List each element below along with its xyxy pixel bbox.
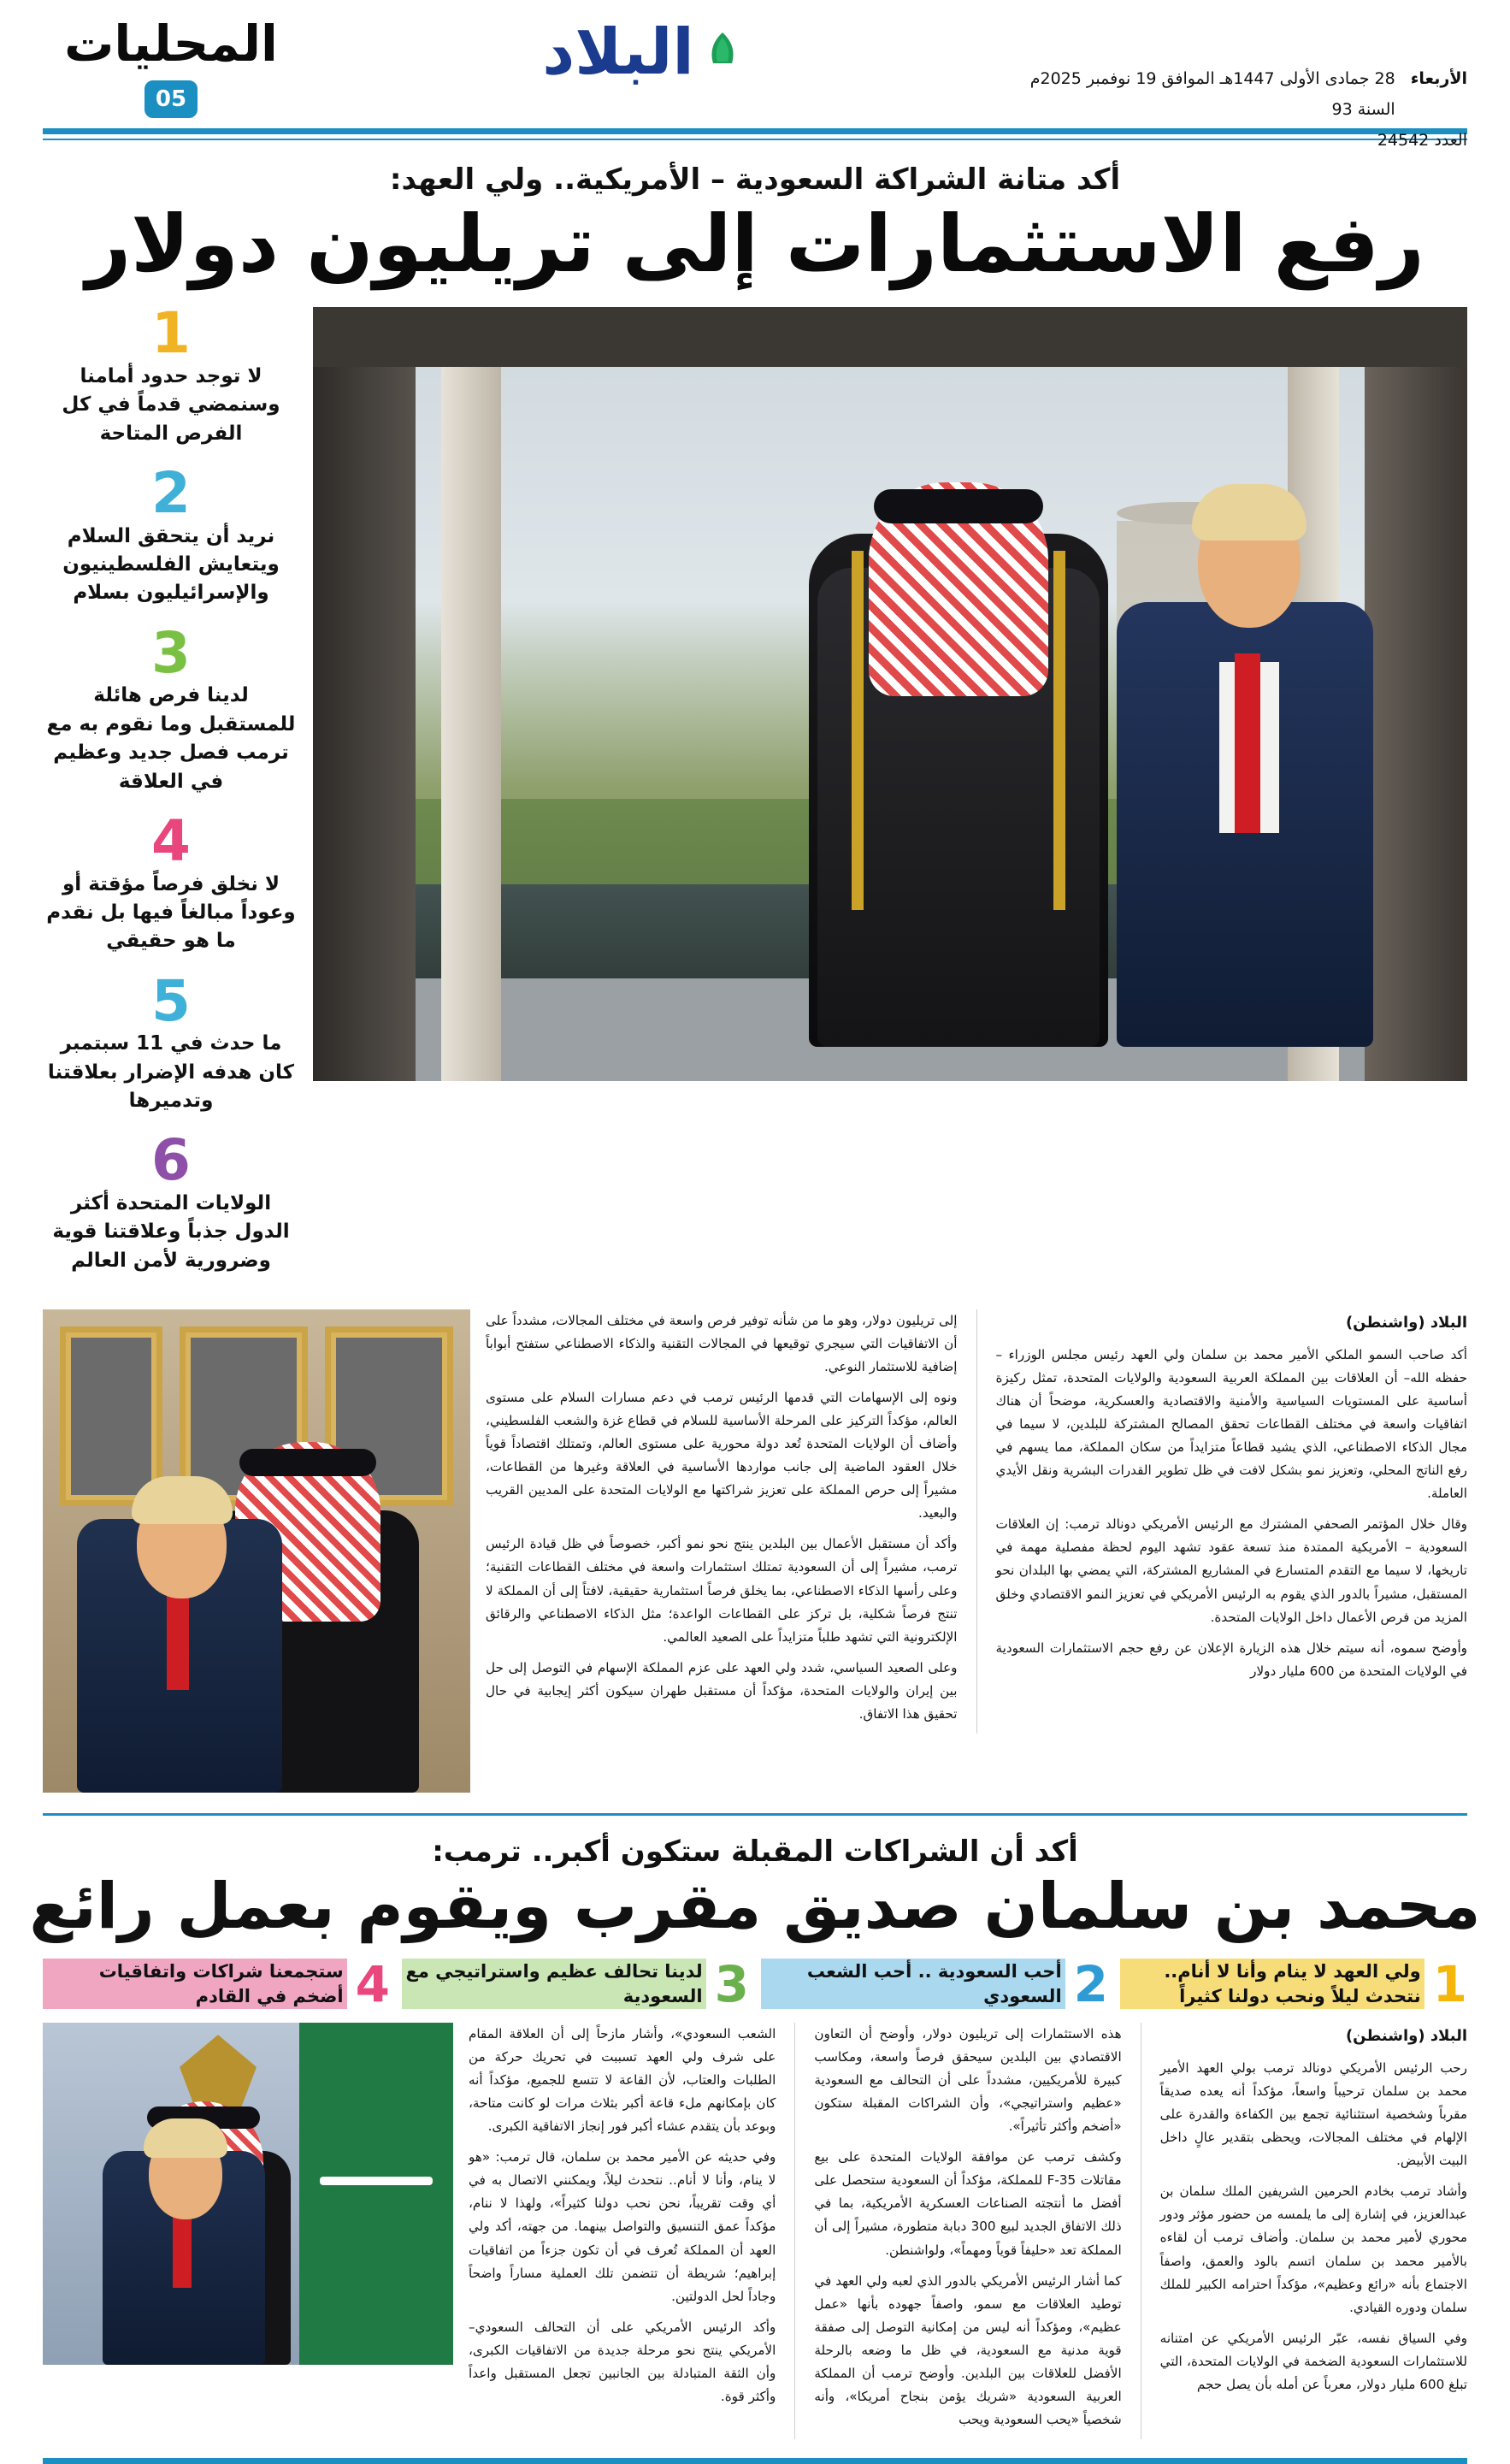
photo-figure-president xyxy=(77,1425,282,1793)
article-column-right xyxy=(996,1309,1468,1734)
paragraph: الشعب السعودي»، وأشار مازحاً إلى أن العلاقة المقام على شرف ولي العهد تسببت في تحريك حركة من الطلبات والعتاب، لأن القاعة لا تتسع للجميع، مؤكداً أنه كان بإمكانهم ملء قاعة أكبر بثلاث مرات لو كانت متاحة، وبوعد بأن يتقدم عشاء أكبر فور إنجاز الاتفاقية الكبرى. xyxy=(469,2026,776,2135)
paragraph: رحب الرئيس الأمريكي دونالد ترمب بولي العهد الأمير محمد بن سلمان ترحيباً واسعاً، مؤكداً أنه يعده صديقاً مقرباً وشخصية استثنائية تجمع بين الكفاءة والقدرة على الإلهام في مختلف المجالات، ويحظى بتقدير عالٍ داخل البيت الأبيض. xyxy=(1159,2060,1467,2169)
column-divider xyxy=(794,2023,795,2439)
point-number: 1 xyxy=(151,300,191,367)
point-number: 6 xyxy=(151,1127,191,1194)
lead-headline: رفع الاستثمارات إلى تريليون دولار xyxy=(86,198,1424,290)
list-item xyxy=(402,1954,749,2013)
second-headline: محمد بن سلمان صديق مقرب ويقوم بعمل رائع xyxy=(29,1870,1481,1944)
point-text: لا توجد حدود أمامنا وسنمضي قدماً في كل الفرص المتاحة xyxy=(62,365,280,445)
paragraph: وأوضح سموه، أنه سيتم خلال هذه الزيارة الإعلان عن رفع حجم الاستثمارات السعودية في الولايات المتحدة من 600 مليار دولار xyxy=(995,1640,1467,1679)
masthead-issue: العدد 24542 xyxy=(1377,131,1467,151)
masthead xyxy=(24,0,1486,151)
paragraph: وأكد أن مستقبل الأعمال بين البلدين ينتج نحو نمو أكبر، خصوصاً في ظل قيادة الرئيس ترمب، مشيراً إلى أن السعودية تمتلك استثمارات واسعة في مختلف القطاعات التقنية؛ وعلى رأسها الذكاء الاصطناعي، بما يخلق فرصاً استثمارية حقيقية، لافتاً إلى أن المملكة لا تنتج فرصاً شكلية، بل تركز على القطاعات الواعدة؛ مثل الذكاء الاصطناعي والرقائق الإلكترونية التي تشهد طلباً متزايداً على الصعيد العالمي. xyxy=(486,1536,958,1645)
dateline: البلاد (واشنطن) xyxy=(1345,1314,1467,1332)
point-text: لدينا فرص هائلة للمستقبل وما نقوم به مع ترمب فصل جديد وعظيم في العلاقة xyxy=(46,684,296,793)
second-kicker: أكد أن الشراكات المقبلة ستكون أكبر.. ترمب: xyxy=(432,1835,1078,1870)
paragraph: وأشاد ترمب بخادم الحرمين الشريفين الملك سلمان بن عبدالعزيز، في إشارة إلى ما يلمسه من حضور مؤثر ودور محوري لأمير محمد بن سلمان. وأضاف ترمب أن لقاءه بالأمير محمد بن سلمان اتسم بالود والعمق، واصفاً الاجتماع بأنه «رائع وعظيم»، مؤكداً احترامه الكبير للملك سلمان ودوره القيادي. xyxy=(1159,2183,1467,2315)
quote-number: 2 xyxy=(1073,1954,1108,2013)
paragraph: وفي السياق نفسه، عبّر الرئيس الأمريكي عن امتنانه للاستثمارات السعودية الضخمة في الولايات المتحدة، التي تبلغ 600 مليار دولار، معرباً عن أمله بأن يصل حجم xyxy=(1159,2330,1467,2392)
masthead-logo xyxy=(542,15,746,89)
quote-text xyxy=(1120,1959,1424,2009)
paragraph: كما أشار الرئيس الأمريكي بالدور الذي لعبه ولي العهد في توطيد العلاقات مع سمو، واصفاً جهوده بأنها «عمل عظيم»، ومؤكداً أنه ليس من إمكانية التوصل إلى صفقة قوية مدنية مع السعودية، في ظل ما وضعه بالرحلة الأفضل للعلاقات بين البلدين. وأوضح ترمب أن المملكة العربية السعودية «شريك يؤمن بنجاح أمريكا»، وأنه شخصياً «يحب السعودية ويحب xyxy=(814,2272,1122,2427)
logo-text: البلاد xyxy=(542,15,694,89)
dateline: البلاد (واشنطن) xyxy=(1345,2027,1467,2046)
photo-figure-president xyxy=(1117,440,1373,1047)
lead-main-photo xyxy=(313,307,1467,1081)
paragraph: وأكد الرئيس الأمريكي على أن التحالف السعودي–الأمريكي ينتج نحو مرحلة جديدة من الاتفاقيات الكبرى، وأن الثقة المتبادلة بين الجانبين تجعل المستقبل واعداً وأكثر قوة. xyxy=(469,2319,776,2404)
lead-photo-column xyxy=(313,307,1467,1081)
section-title: المحليات xyxy=(64,15,278,73)
footer-rule xyxy=(43,2458,1467,2464)
photo-figure-crown-prince xyxy=(817,448,1100,1047)
paragraph: وقال خلال المؤتمر الصحفي المشترك مع الرئيس الأمريكي دونالد ترمب: إن العلاقات السعودية – الأمريكية الممتدة منذ تسعة عقود تشهد اليوم لحظة مفصلية مهمة في تاريخها، لا سيما مع التقدم المتسارع في المشاريع المشتركة، التي يمضي بها البلدان نحو المستقبل، مشيراً بالدور الذي يقوم به الرئيس الأمريكي في تعزيز النمو الاقتصادي وخلق المزيد من فرص الأعمال داخل الولايات المتحدة. xyxy=(995,1516,1467,1625)
quote-text-highlight: ولي العهد لا ينام وأنا لا أنام.. نتحدث ليلاً ونحب دولنا كثيراً xyxy=(1120,1959,1424,2009)
list-item xyxy=(43,967,299,1116)
list-item xyxy=(43,300,299,448)
paragraph: وفي حديثه عن الأمير محمد بن سلمان، قال ترمب: «هو لا ينام، وأنا لا أنام.. نتحدث ليلاً، ويمكنني الاتصال به في أي وقت تقريباً، نحن نحب دولنا كثيراً»، ولهذا لا ننام، مؤكداً عمق التنسيق والتواصل بينهما. من جهته، أكد ولي العهد أن المملكة تُعرف في أن تكون جزءاً من اتفاقيات إبراهيم؛ شريطة أن تتضمن تلك العملية مساراً واضحاً وجاداً لحل الدولتين. xyxy=(469,2149,776,2304)
point-text: ما حدث في 11 سبتمبر كان هدفه الإضرار بعلاقتنا وتدميرها xyxy=(47,1032,295,1112)
article-column-right xyxy=(1160,2023,1467,2439)
lead-top-block xyxy=(24,300,1486,1294)
list-item xyxy=(43,619,299,796)
article-column-left xyxy=(469,2023,776,2439)
masthead-day: الأربعاء xyxy=(1410,69,1467,88)
list-item xyxy=(43,1954,390,2013)
list-item xyxy=(761,1954,1108,2013)
quote-text-highlight: لدينا تحالف عظيم واستراتيجي مع السعودية xyxy=(402,1959,706,2009)
point-text: الولايات المتحدة أكثر الدول جذباً وعلاقتنا قوية وضرورية لأمن العالم xyxy=(52,1191,290,1272)
quote-text-highlight: أحب السعودية .. أحب الشعب السعودي xyxy=(761,1959,1065,2009)
photo-figure-president xyxy=(103,2083,265,2365)
paragraph: أكد صاحب السمو الملكي الأمير محمد بن سلمان ولي العهد رئيس مجلس الوزراء –حفظه الله– أن العلاقات بين المملكة العربية السعودية والولايات المتحدة، تمثل ركيزة أساسية على المستويات السياسية والأمنية والاقتصادية والعسكرية، موضحاً أن هناك اتفاقيات واسعة في مختلف القطاعات تحقق المصالح المشتركة للبلدين، لا سيما في مجال الذكاء الاصطناعي، الذي يشيد قطاعاً متزايداً من سكان المملكة، مما يسهم في رفع الناتج المحلي، وتعزيز نمو بشكل لافت في ظل تطوير القدرات البشرية ونقل الأيدي العاملة. xyxy=(995,1347,1467,1502)
quote-text xyxy=(761,1959,1065,2009)
logo-mark-icon xyxy=(699,29,746,75)
list-item xyxy=(43,460,299,608)
lead-article-columns xyxy=(486,1309,1467,1734)
page-number-badge: 05 xyxy=(145,80,198,118)
quote-number: 4 xyxy=(355,1954,390,2013)
point-number: 3 xyxy=(151,619,191,686)
lead-secondary-photo xyxy=(43,1309,470,1793)
point-number: 2 xyxy=(151,460,191,527)
article-column-mid xyxy=(814,2023,1121,2439)
point-text: لا نخلق فرصاً مؤقتة أو وعوداً مبالغاً فيها بل نقدم ما هو حقيقي xyxy=(46,872,296,953)
quote-text xyxy=(402,1959,706,2009)
story-separator-rule xyxy=(43,1813,1467,1816)
point-number: 5 xyxy=(151,967,191,1034)
paragraph: هذه الاستثمارات إلى تريليون دولار، وأوضح أن التعاون الاقتصادي بين البلدين سيحقق فرصاً واسعة، ومكاسب كبيرة للأمريكيين، مشدداً على أن التحالف مع السعودية «عظيم واستراتيجي»، وأن الشراكات المقبلة ستكون «أضخم وأكثر تأثيراً». xyxy=(814,2026,1122,2135)
point-number: 4 xyxy=(151,807,191,874)
second-photo xyxy=(43,2023,453,2365)
quote-number: 1 xyxy=(1432,1954,1467,2013)
masthead-section-block xyxy=(43,15,299,118)
lead-kicker: أكد متانة الشراكة السعودية – الأمريكية.. ولي العهد: xyxy=(389,162,1121,197)
quote-text xyxy=(43,1959,347,2009)
masthead-date-block xyxy=(988,19,1467,156)
article-column-left xyxy=(486,1309,958,1734)
paragraph: وعلى الصعيد السياسي، شدد ولي العهد على عزم المملكة الإسهام في التوصل إلى حل بين إيران والولايات المتحدة، مؤكداً أن مستقبل طهران سيكون أكثر إيجابية في حال تحقيق هذا الاتفاق. xyxy=(486,1659,958,1722)
quote-number: 3 xyxy=(714,1954,749,2013)
paragraph: ونوه إلى الإسهامات التي قدمها الرئيس ترمب في دعم مسارات السلام على مستوى العالم، مؤكداً التركيز على المرحلة الأساسية للسلام في قطاع غزة والشعب الفلسطيني، وأضاف أن الولايات المتحدة تُعد دولة محورية على مستوى العالم، وتمتلك اقتصاداً قوياً خلال العقود الماضية إلى جانب مواردها الأساسية في العلاقة وغيرها من القطاعات، مشيراً إلى حرص المملكة على تعزيز شراكتها مع الولايات المتحدة على المديين القريب والبعيد. xyxy=(486,1390,958,1522)
second-quote-strip xyxy=(24,1954,1486,2013)
list-item xyxy=(43,807,299,956)
lead-points-list xyxy=(43,300,299,1294)
second-article-columns xyxy=(469,2023,1467,2439)
point-text: نريد أن يتحقق السلام ويتعايش الفلسطينيون والإسرائيليون بسلام xyxy=(62,524,280,605)
paragraph: وكشف ترمب عن موافقة الولايات المتحدة على بيع مقاتلات F-35 للمملكة، مؤكداً أن السعودية ستحصل على أفضل ما أنتجته الصناعات العسكرية الأمريكية، بما في ذلك الاتفاق الجديد لبيع 300 دبابة متطورة، مشيراً إلى أن المملكة تعد «حليفاً قوياً ومهماً»، ولواشنطن. xyxy=(814,2149,1122,2258)
masthead-date: 28 جمادى الأولى 1447هـ الموافق 19 نوفمبر 2025م السنة 93 xyxy=(1029,69,1395,120)
lead-article-row xyxy=(24,1294,1486,1793)
column-divider xyxy=(976,1309,977,1734)
list-item xyxy=(43,1127,299,1275)
second-article-row xyxy=(24,2009,1486,2439)
list-item xyxy=(1120,1954,1467,2013)
quote-text-highlight: ستجمعنا شراكات واتفاقيات أضخم في القادم xyxy=(43,1959,347,2009)
paragraph: إلى تريليون دولار، وهو ما من شأنه توفير فرص واسعة في مختلف المجالات، مشدداً على أن الاتفاقيات التي سيجري توقيعها في المجالات التقنية والذكاء الاصطناعي ستفتح أبواباً إضافية للاستثمار النوعي. xyxy=(486,1313,958,1375)
